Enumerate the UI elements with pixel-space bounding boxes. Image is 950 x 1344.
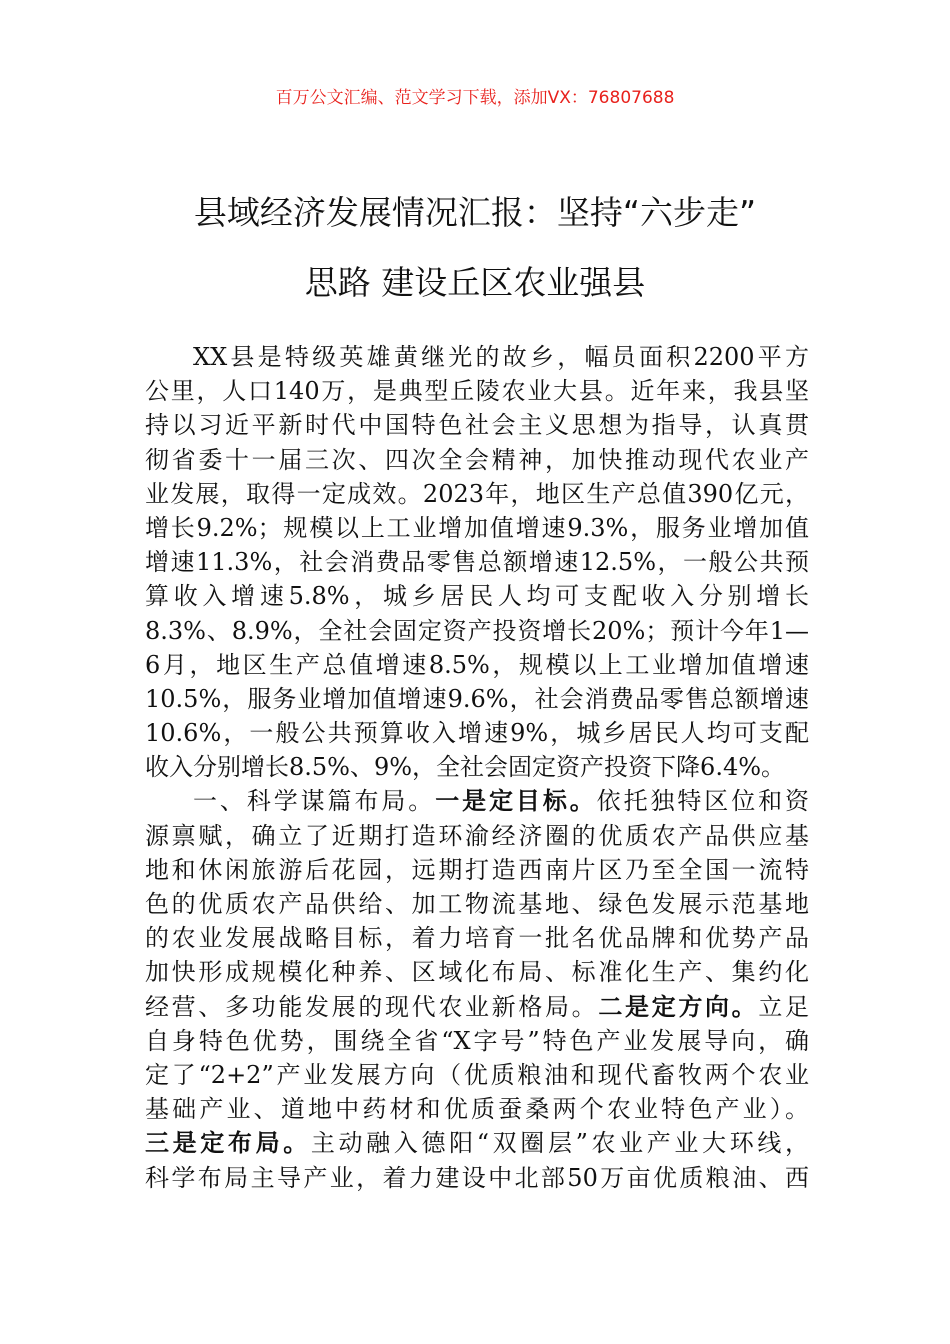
body-line: 持以习近平新时代中国特色社会主义思想为指导，认真贯 [145,411,809,440]
body-line: 基础产业、道地中药材和优质蚕桑两个农业特色产业）。 [145,1095,809,1124]
document-title [100,178,850,318]
body-line: 业发展，取得一定成效。2023年，地区生产总值390亿元， [145,479,809,508]
body-text: 经营、多功能发展的现代农业新格局。 [145,992,599,1021]
body-line [145,1126,809,1160]
body-line: 收入分别增长8.5%、9%，全社会固定资产投资下降6.4%。 [145,753,786,782]
body-line: 的农业发展战略目标，着力培育一批名优品牌和优势产品 [145,924,809,953]
body-text: 依托独特区位和资 [596,787,810,816]
body-line: 地和休闲旅游后花园，远期打造西南片区乃至全国一流特 [145,855,809,884]
body-line: 源禀赋，确立了近期打造环渝经济圈的优质农产品供应基 [145,821,809,850]
title-line-2: 思路 建设丘区农业强县 [304,263,646,302]
body-line: 科学布局主导产业，着力建设中北部50万亩优质粮油、西 [145,1163,809,1192]
body-line: 10.6%，一般公共预算收入增速9%，城乡居民人均可支配 [145,719,809,748]
body-line [145,990,809,1024]
body-line: 定了“2+2”产业发展方向（优质粮油和现代畜牧两个农业 [145,1060,809,1089]
body-line: 色的优质农产品供给、加工物流基地、绿色发展示范基地 [145,890,809,918]
body-line: 彻省委十一届三次、四次全会精神，加快推动现代农业产 [145,445,809,474]
body-text: 主动融入德阳“双圈层”农业产业大环线， [310,1129,810,1158]
body-line: 增速11.3%，社会消费品零售总额增速12.5%，一般公共预 [145,548,809,577]
body-line: XX县是特级英雄黄继光的故乡，幅员面积2200平方 [193,343,809,371]
bold-lead: 三是定布局。 [145,1129,311,1158]
body-line: 增长9.2%；规模以上工业增加值增速9.3%，服务业增加值 [145,513,809,542]
document-body [145,340,809,1195]
body-line: 算收入增速5.8%，城乡居民人均可支配收入分别增长 [145,582,809,611]
bold-lead: 二是定方向。 [598,992,759,1021]
body-line: 自身特色优势，围绕全省“X字号”特色产业发展导向，确 [145,1026,809,1055]
body-line: 6月，地区生产总值增速8.5%，规模以上工业增加值增速 [145,650,809,679]
body-line: 10.5%，服务业增加值增速9.6%，社会消费品零售总额增速 [145,684,809,713]
body-text: 立足 [758,992,810,1021]
title-line-1: 县域经济发展情况汇报：坚持“六步走” [193,193,757,232]
section-heading: 一、科学谋篇布局。 [193,787,436,816]
body-line: 公里，人口140万，是典型丘陵农业大县。近年来，我县坚 [145,377,809,406]
bold-lead: 一是定目标。 [435,787,597,816]
header-banner: 百万公文汇编、范文学习下载，添加VX：76807688 [275,88,675,108]
body-line [145,784,809,818]
body-line: 加快形成规模化种养、区域化布局、标准化生产、集约化 [145,958,809,987]
body-line: 8.3%、8.9%，全社会固定资产投资增长20%；预计今年1— [145,616,809,645]
